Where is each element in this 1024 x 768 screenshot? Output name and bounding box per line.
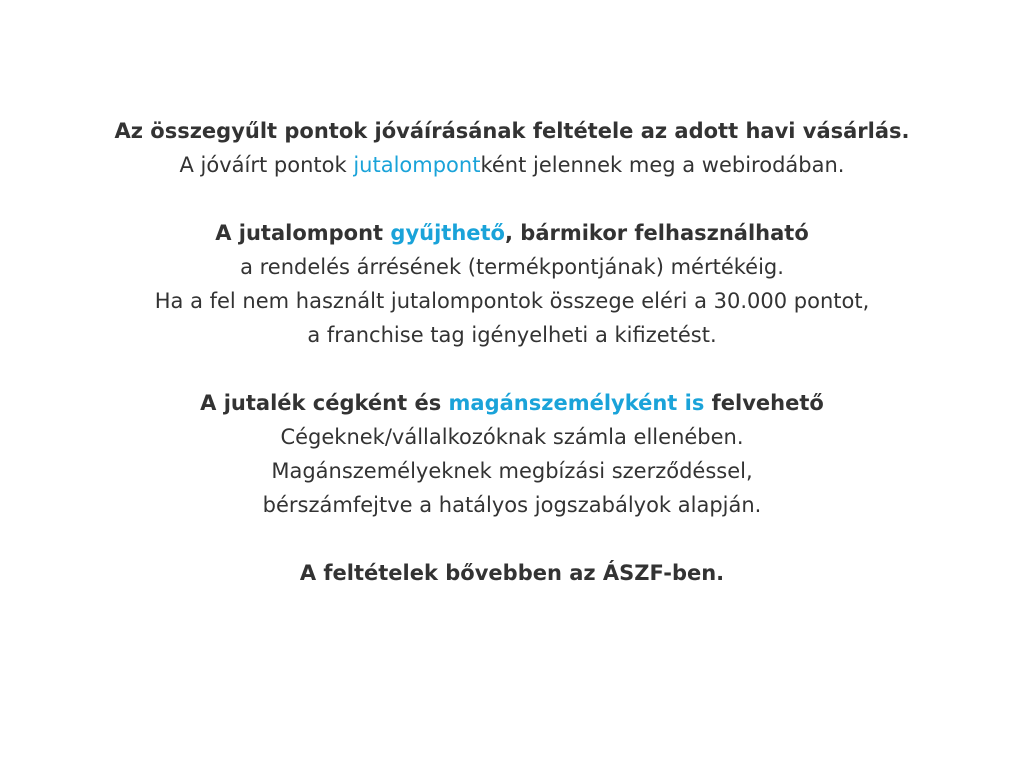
spacer bbox=[0, 522, 1024, 556]
payout-request-line: a franchise tag igényelheti a kifizetést. bbox=[307, 323, 717, 347]
private-person-highlight: magánszemélyként is bbox=[448, 391, 705, 415]
margin-limit-line: a rendelés árrésének (termékpontjának) mértékéig. bbox=[240, 255, 784, 279]
terms-reference-line: A feltételek bővebben az ÁSZF-ben. bbox=[299, 561, 725, 585]
collectable-highlight: gyűjthető bbox=[390, 221, 505, 245]
commission-heading-pre: A jutalék cégként és bbox=[200, 391, 449, 415]
reward-point-highlight: jutalompont bbox=[353, 153, 481, 177]
reward-point-heading bbox=[0, 216, 1024, 250]
reward-point-heading-pre: A jutalompont bbox=[215, 221, 391, 245]
companies-line: Cégeknek/vállalkozóknak számla ellenében. bbox=[280, 425, 744, 449]
threshold-line: Ha a fel nem használt jutalompontok összege eléri a 30.000 pontot, bbox=[154, 289, 870, 313]
payroll-line: bérszámfejtve a hatályos jogszabályok alapján. bbox=[262, 493, 762, 517]
reward-point-heading-post: , bármikor felhasználható bbox=[505, 221, 809, 245]
points-credited-pre: A jóváírt pontok bbox=[179, 153, 354, 177]
points-credited-post: ként jelennek meg a webirodában. bbox=[480, 153, 845, 177]
commission-heading-post: felvehető bbox=[704, 391, 824, 415]
spacer bbox=[0, 352, 1024, 386]
commission-heading bbox=[0, 386, 1024, 420]
points-credited-line bbox=[0, 148, 1024, 182]
spacer bbox=[0, 182, 1024, 216]
slide-content bbox=[0, 114, 1024, 590]
private-persons-line: Magánszemélyeknek megbízási szerződéssel, bbox=[271, 459, 753, 483]
points-condition-heading: Az összegyűlt pontok jóváírásának feltétele az adott havi vásárlás. bbox=[114, 119, 910, 143]
